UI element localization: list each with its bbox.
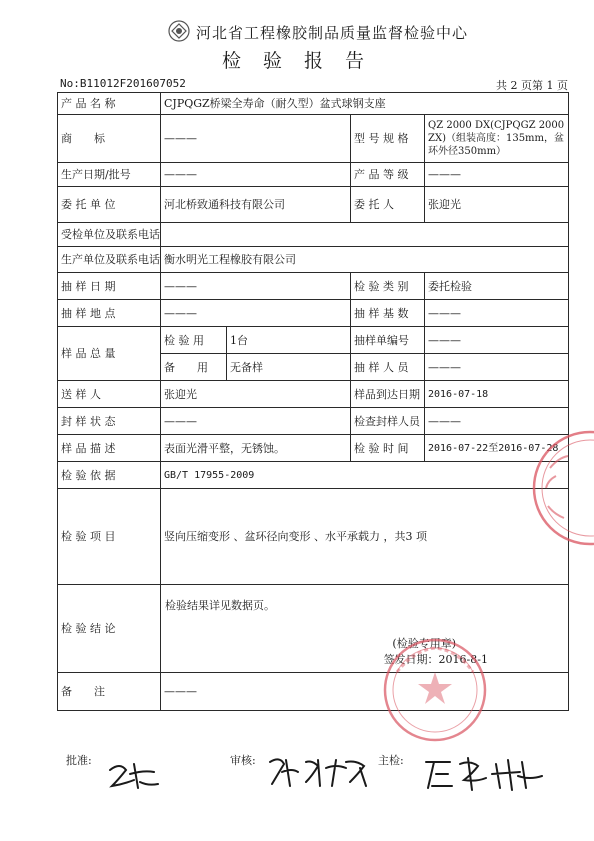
stamp-note: (检验专用章) bbox=[392, 637, 456, 650]
spare-value: 无备样 bbox=[227, 354, 351, 381]
product-grade-value: ——— bbox=[425, 163, 569, 187]
inspected-unit-label: 受检单位及联系电话 bbox=[58, 223, 161, 247]
chief-label: 主检: bbox=[378, 754, 404, 767]
for-inspection-value: 1台 bbox=[227, 327, 351, 354]
organization-logo-icon bbox=[168, 20, 190, 42]
spare-label: 备 用 bbox=[161, 354, 227, 381]
seal-checker-value: ——— bbox=[425, 408, 569, 435]
table-row bbox=[58, 408, 569, 435]
table-row bbox=[58, 187, 569, 223]
product-grade-label: 产 品 等 级 bbox=[351, 163, 425, 187]
inspection-time-value: 2016-07-22至2016-07-28 bbox=[425, 435, 569, 462]
table-row bbox=[58, 163, 569, 187]
report-table bbox=[57, 92, 569, 711]
table-row bbox=[58, 435, 569, 462]
client-value: 河北桥致通科技有限公司 bbox=[161, 187, 351, 223]
client-label: 委 托 单 位 bbox=[58, 187, 161, 223]
sender-label: 送 样 人 bbox=[58, 381, 161, 408]
report-number: No:B11012F201607052 bbox=[60, 77, 186, 90]
signature-footer bbox=[0, 750, 594, 810]
seal-checker-label: 检查封样人员 bbox=[351, 408, 425, 435]
basis-label: 检 验 依 据 bbox=[58, 462, 161, 489]
seal-state-value: ——— bbox=[161, 408, 351, 435]
items-value: 竖向压缩变形 、盆环径向变形 、水平承载力 ，共3 项 bbox=[161, 489, 569, 585]
report-header bbox=[0, 0, 594, 76]
inspection-type-label: 检 验 类 别 bbox=[351, 273, 425, 300]
product-name-value: CJPQGZ桥梁全寿命（耐久型）盆式球钢支座 bbox=[161, 93, 569, 115]
chief-inspector-signature bbox=[420, 754, 550, 794]
producer-label: 生产单位及联系电话 bbox=[58, 247, 161, 273]
producer-value: 衡水明光工程橡胶有限公司 bbox=[161, 247, 569, 273]
arrival-date-label: 样品到达日期 bbox=[351, 381, 425, 408]
conclusion-value: 检验结果详见数据页。 bbox=[165, 599, 275, 612]
items-label: 检 验 项 目 bbox=[58, 489, 161, 585]
sampling-base-label: 抽 样 基 数 bbox=[351, 300, 425, 327]
approver-signature bbox=[104, 756, 164, 794]
model-value: QZ 2000 DX(CJPQGZ 2000 ZX)（组装高度：135mm，盆环外径350mm） bbox=[425, 115, 569, 163]
arrival-date-value: 2016-07-18 bbox=[425, 381, 569, 408]
sample-desc-value: 表面光滑平整，无锈蚀。 bbox=[161, 435, 351, 462]
inspection-type-value: 委托检验 bbox=[425, 273, 569, 300]
organization-name: 河北省工程橡胶制品质量监督检验中心 bbox=[196, 24, 469, 42]
approve-label: 批准: bbox=[66, 754, 92, 767]
table-row bbox=[58, 489, 569, 585]
seal-state-label: 封 样 状 态 bbox=[58, 408, 161, 435]
remarks-value: ——— bbox=[161, 673, 569, 711]
trademark-label: 商 标 bbox=[58, 115, 161, 163]
conclusion-cell bbox=[161, 585, 569, 673]
table-row bbox=[58, 247, 569, 273]
issue-date: 签发日期：2016-8-1 bbox=[383, 653, 488, 666]
page-title: 检 验 报 告 bbox=[221, 50, 373, 72]
sampling-base-value: ——— bbox=[425, 300, 569, 327]
review-label: 审核: bbox=[230, 754, 256, 767]
client-person-value: 张迎光 bbox=[425, 187, 569, 223]
sampler-value: ——— bbox=[425, 354, 569, 381]
model-label: 型 号 规 格 bbox=[351, 115, 425, 163]
inspected-unit-value bbox=[161, 223, 569, 247]
basis-value: GB/T 17955-2009 bbox=[161, 462, 569, 489]
reviewer-signature bbox=[266, 752, 376, 792]
table-row bbox=[58, 381, 569, 408]
production-date-value: ——— bbox=[161, 163, 351, 187]
product-name-label: 产 品 名 称 bbox=[58, 93, 161, 115]
sampler-label: 抽 样 人 员 bbox=[351, 354, 425, 381]
sample-no-label: 抽样单编号 bbox=[351, 327, 425, 354]
sampling-date-label: 抽 样 日 期 bbox=[58, 273, 161, 300]
conclusion-label: 检 验 结 论 bbox=[58, 585, 161, 673]
sampling-place-label: 抽 样 地 点 bbox=[58, 300, 161, 327]
table-row bbox=[58, 273, 569, 300]
table-row bbox=[58, 93, 569, 115]
table-row bbox=[58, 462, 569, 489]
sample-total-label: 样 品 总 量 bbox=[58, 327, 161, 381]
sample-desc-label: 样 品 描 述 bbox=[58, 435, 161, 462]
table-row bbox=[58, 115, 569, 163]
for-inspection-label: 检 验 用 bbox=[161, 327, 227, 354]
table-row bbox=[58, 327, 569, 354]
page-info: 共 2 页第 1 页 bbox=[496, 79, 568, 92]
remarks-label: 备 注 bbox=[58, 673, 161, 711]
official-stamp-center bbox=[375, 632, 495, 742]
table-row bbox=[58, 300, 569, 327]
sender-value: 张迎光 bbox=[161, 381, 351, 408]
sampling-date-value: ——— bbox=[161, 273, 351, 300]
sampling-place-value: ——— bbox=[161, 300, 351, 327]
official-stamp-right bbox=[528, 428, 594, 548]
production-date-label: 生产日期/批号 bbox=[58, 163, 161, 187]
table-row bbox=[58, 223, 569, 247]
client-person-label: 委 托 人 bbox=[351, 187, 425, 223]
trademark-value: ——— bbox=[161, 115, 351, 163]
inspection-time-label: 检 验 时 间 bbox=[351, 435, 425, 462]
sample-no-value: ——— bbox=[425, 327, 569, 354]
